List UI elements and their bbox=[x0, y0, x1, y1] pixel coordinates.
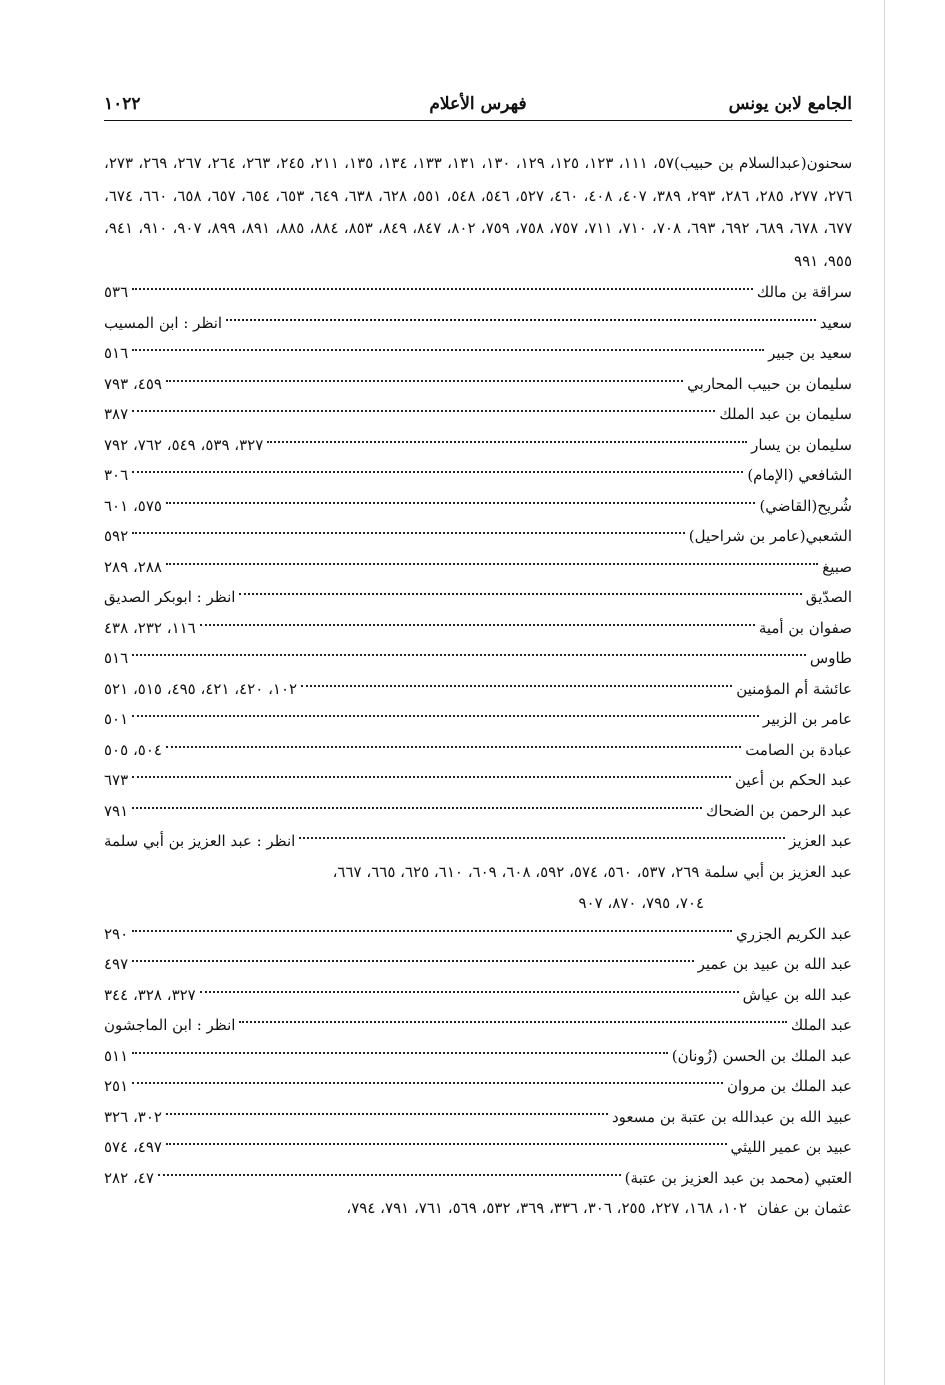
leader-dots bbox=[166, 746, 741, 748]
entry-refs: ٢٩٠ bbox=[104, 924, 129, 943]
entry-refs: ٣٠٢، ٣٢٦ bbox=[104, 1107, 162, 1126]
index-entry bbox=[104, 674, 852, 705]
entry-name: صفوان بن أمية bbox=[758, 618, 852, 637]
entry-name: عثمان بن عفان bbox=[757, 1199, 852, 1217]
page-edge-line bbox=[884, 0, 885, 1385]
leader-dots bbox=[132, 349, 764, 351]
leader-dots bbox=[166, 1143, 727, 1145]
leader-dots bbox=[132, 715, 759, 717]
index-entry bbox=[104, 826, 852, 857]
index-list-1 bbox=[104, 277, 852, 857]
entry-see-also: انظر : عبد العزيز بن أبي سلمة bbox=[104, 832, 296, 850]
entry-name: شُريح(القاضي) bbox=[759, 496, 852, 515]
index-entry bbox=[104, 1132, 852, 1163]
entry-name: سعيد bbox=[819, 313, 852, 332]
index-entry-abd-al-aziz-ibn-abi-salama bbox=[104, 857, 852, 919]
leader-dots bbox=[299, 837, 785, 839]
entry-refs: ٥٠٤، ٥٠٥ bbox=[104, 740, 162, 759]
index-entries bbox=[104, 147, 852, 1224]
entry-name: الشعبي(عامر بن شراحيل) bbox=[688, 527, 852, 545]
entry-refs: ٢٦٩، ٥٣٧، ٥٦٠، ٥٧٤، ٥٩٢، ٦٠٨، ٦٠٩، ٦١٠، ٦٢٥، ٦٦٥، ٦٦٧، bbox=[332, 862, 700, 881]
entry-refs: ٣٢٧، ٣٢٨، ٣٤٤ bbox=[104, 985, 196, 1004]
entry-refs: ٤٩٧ bbox=[104, 955, 129, 973]
entry-name: عبيد بن عمير الليثي bbox=[730, 1138, 852, 1156]
index-entry bbox=[104, 796, 852, 827]
index-entry bbox=[104, 765, 852, 796]
entry-refs: ٥٧٥، ٦٠١ bbox=[104, 496, 162, 515]
entry-name: العتبي (محمد بن عبد العزيز بن عتبة) bbox=[624, 1168, 852, 1187]
entry-name: عبد العزيز بن أبي سلمة bbox=[704, 862, 852, 881]
entry-refs: ١٠٢، ١٦٨، ٢٢٧، ٢٥٥، ٣٠٦، ٣٣٦، ٣٦٩، ٥٣٢، ٥٦٩، ٧٦١، ٧٩١، ٧٩٤، bbox=[346, 1199, 747, 1217]
entry-see-also: انظر : ابن المسيب bbox=[104, 313, 223, 332]
book-title: الجامع لابن يونس bbox=[728, 94, 852, 114]
entry-refs: ٧٩١ bbox=[104, 801, 129, 820]
leader-dots bbox=[132, 471, 743, 473]
entry-name: عبيد الله بن عبدالله بن عتبة بن مسعود bbox=[612, 1107, 852, 1126]
index-entry-uthman bbox=[104, 1193, 852, 1224]
leader-dots bbox=[132, 410, 715, 412]
header-rule bbox=[104, 120, 852, 121]
entry-refs: ٥٩٢ bbox=[104, 527, 129, 545]
entry-refs: ٣٢٧، ٥٣٩، ٥٤٩، ٧٦٢، ٧٩٢ bbox=[104, 435, 264, 454]
index-entry bbox=[104, 704, 852, 735]
entry-name: عبد الله بن عياش bbox=[742, 985, 852, 1004]
leader-dots bbox=[132, 654, 806, 656]
leader-dots bbox=[166, 502, 756, 504]
leader-dots bbox=[132, 1052, 668, 1054]
index-entry bbox=[104, 949, 852, 980]
index-entry bbox=[104, 1041, 852, 1072]
entry-name: سليمان بن حبيب المحاربي bbox=[687, 374, 852, 393]
entry-name: عائشة أم المؤمنين bbox=[736, 679, 852, 698]
leader-dots bbox=[158, 1174, 621, 1176]
entry-see-also: انظر : ابوبكر الصديق bbox=[104, 588, 236, 606]
leader-dots bbox=[132, 930, 732, 932]
entry-name: عبادة بن الصامت bbox=[745, 740, 852, 759]
entry-refs: ١٠٢، ٤٢٠، ٤٢١، ٤٩٥، ٥١٥، ٥٢١ bbox=[104, 679, 298, 698]
index-entry bbox=[104, 1010, 852, 1041]
leader-dots bbox=[132, 1082, 723, 1084]
leader-dots bbox=[200, 991, 739, 993]
entry-refs: ٣٨٧ bbox=[104, 405, 129, 423]
index-entry bbox=[104, 277, 852, 308]
entry-name: سراقة بن مالك bbox=[756, 283, 852, 301]
leader-dots bbox=[132, 288, 753, 290]
index-page bbox=[104, 92, 852, 1224]
leader-dots bbox=[239, 1021, 786, 1023]
index-entry bbox=[104, 430, 852, 461]
index-entry-sahnun bbox=[104, 147, 852, 277]
leader-dots bbox=[166, 1113, 608, 1115]
entry-refs: ٤٥٩، ٧٩٣ bbox=[104, 374, 162, 393]
index-entry bbox=[104, 338, 852, 369]
entry-name: الشافعي (الإمام) bbox=[747, 466, 852, 484]
entry-refs: ١١٦، ٢٣٢، ٤٣٨ bbox=[104, 618, 196, 637]
index-entry bbox=[104, 552, 852, 583]
leader-dots bbox=[132, 960, 693, 962]
entry-refs-continued: ٧٠٤، ٧٩٥، ٨٧٠، ٩٠٧ bbox=[578, 893, 704, 912]
entry-name: صبيغ bbox=[822, 557, 852, 576]
page-number: ١٠٢٢ bbox=[104, 94, 141, 114]
leader-dots bbox=[132, 776, 731, 778]
index-entry bbox=[104, 613, 852, 644]
entry-see-also: انظر : ابن الماجشون bbox=[104, 1016, 236, 1034]
entry-name: عبد الحكم بن أعين bbox=[735, 771, 852, 789]
entry-name: عامر بن الزبير bbox=[763, 710, 852, 728]
index-entry bbox=[104, 1102, 852, 1133]
entry-refs: ٢٨٨، ٢٨٩ bbox=[104, 557, 162, 576]
entry-refs: ٥٧، ١١١، ١٢٣، ١٢٥، ١٢٩، ١٣٠، ١٣١، ١٣٣، ١٣٤، ١٣٥، ٢١١، ٢٤٥، ٢٦٣، ٢٦٤، ٢٦٧، ٢٦٩، ٢٧٣، ٢٧٦، ٢٧٧، ٢٨٥، ٢٨٦، ٢٩٣، ٣٨٩، ٤٠٧، ٤٠٨، ٤٦٠، ٥٢٧، ٥٤٦، ٥٤٨، ٥٥١، ٦٢٨، ٦٣٨، ٦٤٩، ٦٥٣، ٦٥٤، ٦٥٧، ٦٥٨، ٦٦٠، ٦٧٤، ٦٧٧، ٦٧٨، ٦٨٩، ٦٩٢، ٦٩٣، ٧٠٨، ٧١٠، ٧١١، ٧٥٧، ٧٥٨، ٧٥٩، ٨٠٢، ٨٤٧، ٨٤٩، ٨٥٣، ٨٨٤، ٨٨٥، ٨٩١، ٨٩٩، ٩٠٧، ٩١٠، ٩٤١، ٩٥٥، ٩٩١ bbox=[104, 154, 853, 270]
index-entry bbox=[104, 582, 852, 613]
leader-dots bbox=[200, 624, 755, 626]
leader-dots bbox=[267, 441, 747, 443]
entry-refs: ٥١٦ bbox=[104, 649, 129, 667]
section-title: فهرس الأعلام bbox=[429, 94, 527, 114]
index-list-2 bbox=[104, 919, 852, 1194]
entry-refs: ٢٥١ bbox=[104, 1077, 129, 1095]
entry-refs: ٥١٦ bbox=[104, 344, 129, 362]
entry-name: طاوس bbox=[809, 649, 852, 667]
leader-dots bbox=[226, 319, 816, 321]
index-entry bbox=[104, 399, 852, 430]
entry-name: عبد الله بن عبيد بن عمير bbox=[697, 955, 852, 973]
running-header bbox=[104, 92, 852, 120]
index-entry bbox=[104, 369, 852, 400]
entry-name: عبد الرحمن بن الضحاك bbox=[706, 801, 852, 820]
leader-dots bbox=[166, 380, 683, 382]
entry-name: سحنون(عبدالسلام بن حبيب) bbox=[673, 154, 853, 172]
leader-dots bbox=[301, 685, 732, 687]
entry-name: سليمان بن عبد الملك bbox=[719, 405, 852, 423]
entry-name: الصدّيق bbox=[805, 588, 852, 606]
index-entry bbox=[104, 1163, 852, 1194]
index-entry bbox=[104, 308, 852, 339]
leader-dots bbox=[166, 563, 818, 565]
index-entry bbox=[104, 1071, 852, 1102]
entry-refs: ٥٣٦ bbox=[104, 283, 129, 301]
leader-dots bbox=[132, 532, 685, 534]
leader-dots bbox=[239, 593, 801, 595]
entry-name: عبد العزيز bbox=[789, 832, 852, 850]
entry-name: سليمان بن يسار bbox=[751, 435, 852, 454]
entry-refs: ٣٠٦ bbox=[104, 466, 129, 484]
entry-name: عبد الملك بن الحسن (زُونان) bbox=[671, 1046, 852, 1065]
entry-name: عبد الكريم الجزري bbox=[735, 924, 852, 943]
index-entry bbox=[104, 460, 852, 491]
index-entry bbox=[104, 919, 852, 950]
leader-dots bbox=[132, 807, 702, 809]
entry-refs: ٤٧، ٢٨٢ bbox=[104, 1168, 154, 1187]
entry-refs: ٥٠١ bbox=[104, 710, 129, 728]
entry-refs: ٤٩٧، ٥٧٤ bbox=[104, 1138, 162, 1156]
entry-refs: ٥١١ bbox=[104, 1046, 129, 1065]
entry-name: سعيد بن جبير bbox=[768, 344, 852, 362]
index-entry bbox=[104, 521, 852, 552]
entry-name: عبد الملك بن مروان bbox=[726, 1077, 852, 1095]
index-entry bbox=[104, 735, 852, 766]
index-entry bbox=[104, 491, 852, 522]
index-entry bbox=[104, 643, 852, 674]
entry-name: عبد الملك bbox=[790, 1016, 852, 1034]
index-entry bbox=[104, 980, 852, 1011]
entry-refs: ٦٧٣ bbox=[104, 771, 129, 789]
